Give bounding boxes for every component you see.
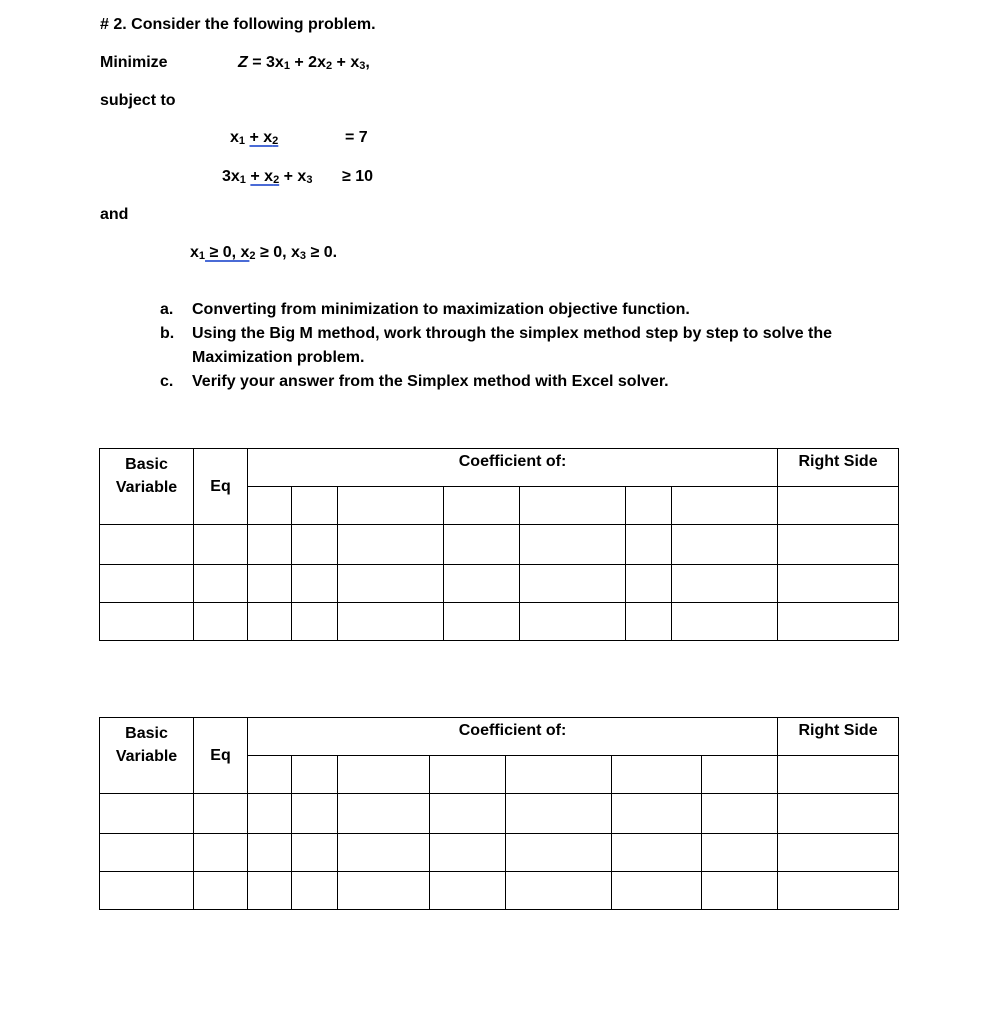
table-cell[interactable] [100,834,194,872]
task-marker: b. [160,325,175,342]
table-row [100,525,899,565]
nn-sub-2: 2 [249,250,256,262]
table-cell[interactable] [520,525,626,565]
table-cell[interactable] [778,525,899,565]
constraint-1-rhs: = 7 [345,129,368,146]
constraint-2-rhs: ≥ 10 [342,168,374,185]
c2-plus-x2 [250,168,279,185]
table-row [100,565,899,603]
table-cell[interactable] [248,603,292,641]
table-cell[interactable] [778,872,899,910]
table-cell[interactable] [292,487,338,525]
table-cell[interactable] [338,487,444,525]
basic-variable-header: Basic Variable [100,718,194,794]
nn-part-b: ≥ 0, [205,244,241,261]
table-cell[interactable] [702,834,778,872]
task-text: Using the Big M method, work through the simplex method step by step to solve the Maximization problem. [192,325,833,366]
nn-sub-1: 1 [198,250,206,262]
table-cell[interactable] [338,525,444,565]
c2-plus: + x [250,168,274,185]
table-cell[interactable] [430,794,506,834]
task-item [160,322,880,370]
table-cell[interactable] [612,756,702,794]
table-cell[interactable] [338,794,430,834]
table-cell[interactable] [248,565,292,603]
table-cell[interactable] [506,794,612,834]
table-cell[interactable] [778,487,899,525]
table-cell[interactable] [338,603,444,641]
table-cell[interactable] [444,487,520,525]
table-cell[interactable] [194,794,248,834]
table-cell[interactable] [248,872,292,910]
right-side-header: Right Side [778,449,899,487]
task-text: Verify your answer from the Simplex method with Excel solver. [192,373,669,390]
table-cell[interactable] [612,794,702,834]
table-cell[interactable] [520,603,626,641]
constraint-2-lhs [222,167,312,190]
table-cell[interactable] [194,834,248,872]
table-cell[interactable] [248,834,292,872]
objective-function [238,53,370,76]
table-cell[interactable] [612,872,702,910]
z-symbol: Z [238,54,248,71]
eq-header: Eq [194,718,248,794]
and-label: and [100,206,129,223]
task-item [160,298,880,322]
table-cell[interactable] [430,872,506,910]
nn-part-e: ≥ 0. [306,244,338,261]
eq-header: Eq [194,449,248,525]
task-list [160,298,880,394]
table-cell[interactable] [194,565,248,603]
table-cell[interactable] [778,565,899,603]
table-cell[interactable] [338,565,444,603]
table-cell[interactable] [672,565,778,603]
simplex-table-2 [99,717,899,910]
table-cell[interactable] [100,525,194,565]
task-marker: c. [160,373,174,390]
c1-plus-x2 [249,129,278,146]
sub-2: 2 [325,60,333,72]
table-row [100,603,899,641]
c1-sub-1: 1 [238,135,246,147]
nn-x1: x [190,244,199,261]
table-cell[interactable] [100,872,194,910]
nn-sub-3: 3 [299,250,307,262]
coefficient-header: Coefficient of: [248,449,778,487]
sub-3: 3 [359,60,366,72]
table-row [100,794,899,834]
table-cell[interactable] [672,603,778,641]
table-cell[interactable] [248,487,292,525]
c2-plus-x3: + x [279,168,307,185]
table-cell[interactable] [338,834,430,872]
table-cell[interactable] [778,603,899,641]
table-cell[interactable] [430,756,506,794]
table-cell[interactable] [338,756,430,794]
table-cell[interactable] [702,872,778,910]
c2-sub-1: 1 [239,174,246,186]
table-cell[interactable] [292,872,338,910]
table-cell[interactable] [444,565,520,603]
task-marker: a. [160,301,174,318]
table-cell[interactable] [338,872,430,910]
right-side-header: Right Side [778,718,899,756]
table-cell[interactable] [520,487,626,525]
table-cell[interactable] [506,834,612,872]
table-cell[interactable] [100,603,194,641]
table-cell[interactable] [444,603,520,641]
c1-plus: + x [249,129,273,146]
table-cell[interactable] [778,834,899,872]
table-cell[interactable] [194,872,248,910]
simplex-table-1 [99,448,899,641]
table-cell[interactable] [100,794,194,834]
table-cell[interactable] [702,756,778,794]
table-cell[interactable] [506,872,612,910]
table-row [100,872,899,910]
table-cell[interactable] [292,756,338,794]
table-cell[interactable] [292,834,338,872]
table-cell[interactable] [292,565,338,603]
sub-1: 1 [283,60,290,72]
table-cell[interactable] [100,565,194,603]
table-cell[interactable] [626,565,672,603]
task-item [160,370,880,394]
table-cell[interactable] [292,603,338,641]
obj-part-1: = 3x [247,54,284,71]
table-cell[interactable] [612,834,702,872]
table-cell[interactable] [430,834,506,872]
table-cell[interactable] [778,756,899,794]
table-cell[interactable] [672,525,778,565]
task-text: Converting from minimization to maximization objective function. [192,301,690,318]
table-cell[interactable] [292,525,338,565]
c2-sub-3: 3 [306,174,313,186]
table-cell[interactable] [520,565,626,603]
table-cell[interactable] [672,487,778,525]
table-cell[interactable] [292,794,338,834]
minimize-label: Minimize [100,54,168,71]
table-cell[interactable] [444,525,520,565]
c1-x: x [230,129,239,146]
obj-end: , [365,54,370,71]
table-row [100,834,899,872]
table-cell[interactable] [702,794,778,834]
table-cell[interactable] [626,525,672,565]
obj-part-3: + x [332,54,360,71]
subject-to-label: subject to [100,92,176,109]
coefficient-header: Coefficient of: [248,718,778,756]
table-cell[interactable] [194,525,248,565]
c1-sub-2: 2 [272,135,279,147]
table-cell[interactable] [778,794,899,834]
table-cell[interactable] [506,756,612,794]
basic-variable-header: Basic Variable [100,449,194,525]
nonnegativity [190,243,337,266]
constraint-1-lhs [230,128,278,151]
c2-3x: 3x [222,168,240,185]
table-cell[interactable] [626,487,672,525]
c2-sub-2: 2 [273,174,280,186]
obj-part-2: + 2x [289,54,326,71]
problem-header: # 2. Consider the following problem. [100,16,376,33]
table-cell[interactable] [248,525,292,565]
table-cell[interactable] [248,794,292,834]
nn-part-d: ≥ 0, x [255,244,300,261]
table-cell[interactable] [626,603,672,641]
table-cell[interactable] [248,756,292,794]
nn-x2: x [240,244,250,261]
table-cell[interactable] [194,603,248,641]
